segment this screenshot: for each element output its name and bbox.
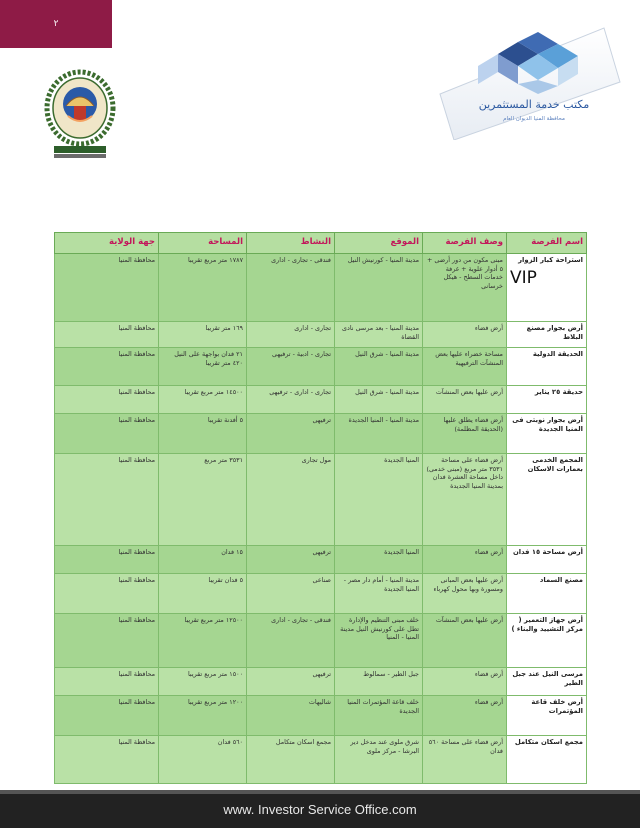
cell-area: ١٥٠٠ متر مربع تقريبا	[159, 668, 247, 696]
cell-activity: فندقى - تجارى - ادارى	[247, 614, 335, 668]
cell-authority: محافظة المنيا	[55, 322, 159, 348]
cell-area: ١٢٥٠٠ متر مربع تقريبا	[159, 614, 247, 668]
cell-authority: محافظة المنيا	[55, 254, 159, 322]
column-header-description: وصف الفرصة	[423, 233, 507, 254]
cell-location: مدينة المنيا - أمام دار مصر - المنيا الجديدة	[335, 574, 423, 614]
table-row	[55, 322, 587, 348]
cell-location: جبل الطير - سمالوط	[335, 668, 423, 696]
table-header-row	[55, 233, 587, 254]
cell-area: ٥ أفدنة تقريبا	[159, 414, 247, 454]
cell-activity: ترفيهى	[247, 668, 335, 696]
cell-name	[507, 254, 587, 322]
cell-description: أرض فضاء يطلق عليها (الحديقة المظلمة)	[423, 414, 507, 454]
cell-description: مساحة خضراء عليها بعض المنشآت الترفيهية	[423, 348, 507, 386]
column-header-name: اسم الفرصة	[507, 233, 587, 254]
column-header-authority: جهة الولاية	[55, 233, 159, 254]
cell-activity: مول تجارى	[247, 454, 335, 546]
cell-description: أرض فضاء على مساحة ٣٥٣١ متر مربع (مبنى خدمى) داخل مساحة العشرة فدان بمدينة المنيا الجديدة	[423, 454, 507, 546]
table-row	[55, 668, 587, 696]
cell-authority: محافظة المنيا	[55, 696, 159, 736]
cell-name: أرض بجوار نوبتى فى المنيا الجديدة	[507, 414, 587, 454]
table-row	[55, 614, 587, 668]
table-row	[55, 574, 587, 614]
cell-authority: محافظة المنيا	[55, 386, 159, 414]
cell-location: المنيا الجديدة	[335, 546, 423, 574]
cell-name-text: استراحة كبار الزوار	[518, 256, 583, 264]
governorate-emblem-icon	[44, 66, 116, 160]
cell-activity: تجارى - ادارى - ترفيهى	[247, 386, 335, 414]
cell-authority: محافظة المنيا	[55, 736, 159, 784]
cell-location: خلف قاعة المؤتمرات المنيا الجديدة	[335, 696, 423, 736]
cell-name: حديقة ٢٥ يناير	[507, 386, 587, 414]
table-row	[55, 454, 587, 546]
investor-office-logo-icon	[434, 24, 624, 140]
cell-name: مصنع السماد	[507, 574, 587, 614]
cell-authority: محافظة المنيا	[55, 668, 159, 696]
cell-name: أرض جهاز التعمير ( مركز التشييد والبناء )	[507, 614, 587, 668]
cell-location: مدينة المنيا - شرق النيل	[335, 386, 423, 414]
cell-activity: شاليهات	[247, 696, 335, 736]
cell-area: ١٢٠٠ متر مربع تقريبا	[159, 696, 247, 736]
cell-location: مدينة المنيا - شرق النيل	[335, 348, 423, 386]
column-header-activity: النشاط	[247, 233, 335, 254]
cell-activity: فندقى - تجارى - ادارى	[247, 254, 335, 322]
cell-area: ٥ فدان تقريبا	[159, 574, 247, 614]
cell-area: ١٦٩ متر تقريبا	[159, 322, 247, 348]
cell-activity: ترفيهى	[247, 546, 335, 574]
footer-bar	[0, 790, 640, 828]
cell-description: أرض فضاء	[423, 696, 507, 736]
cell-authority: محافظة المنيا	[55, 348, 159, 386]
table-row	[55, 696, 587, 736]
cell-authority: محافظة المنيا	[55, 614, 159, 668]
cell-area: ١٥ فدان	[159, 546, 247, 574]
cell-name: مجمع اسكان متكامل	[507, 736, 587, 784]
cell-location: مدينة المنيا - بعد مرسى نادى القضاة	[335, 322, 423, 348]
cell-area: ٥٦٠ فدان	[159, 736, 247, 784]
table-row	[55, 254, 587, 322]
cell-location: مدينة المنيا - المنيا الجديدة	[335, 414, 423, 454]
cell-name: أرض خلف قاعة المؤتمرات	[507, 696, 587, 736]
cell-authority: محافظة المنيا	[55, 574, 159, 614]
table-row	[55, 736, 587, 784]
cell-description: أرض فضاء على مساحة ٥٦٠ فدان	[423, 736, 507, 784]
cell-activity: صناعى	[247, 574, 335, 614]
cell-area: ١٧٨٧ متر مربع تقريبا	[159, 254, 247, 322]
cell-description: أرض عليها بعض المبانى ومسورة وبها محول كهرباء	[423, 574, 507, 614]
cell-authority: محافظة المنيا	[55, 454, 159, 546]
cell-name: أرض بجوار مصنع البلاط	[507, 322, 587, 348]
cell-location: شرق ملوى عند مدخل دير البرشا - مركز ملوى	[335, 736, 423, 784]
cell-name: الحديقة الدولية	[507, 348, 587, 386]
page-number-tab	[0, 0, 112, 48]
cell-area: ١٤٥٠٠ متر مربع تقريبا	[159, 386, 247, 414]
cell-activity: ترفيهى	[247, 414, 335, 454]
opportunities-table	[54, 232, 587, 784]
column-header-area: المساحة	[159, 233, 247, 254]
cell-description: أرض فضاء	[423, 322, 507, 348]
logo-subtitle: محافظة المنيا الديوان العام	[503, 116, 565, 122]
page-number: ٢	[53, 19, 59, 29]
cell-activity: تجارى - ادبية - ترفيهى	[247, 348, 335, 386]
cell-location: خلف مبنى التنظيم والإدارة تطل على كورنيش النيل مدينة المنيا - المنيا	[335, 614, 423, 668]
cell-name-extra: VIP	[510, 268, 537, 289]
table-row	[55, 546, 587, 574]
logo-title: مكتب خدمة المستثمرين	[478, 98, 590, 111]
cell-description: مبنى مكون من دور أرضى + ٥ أدوار علوية + غرفة خدمات السطح - هيكل خرسانى	[423, 254, 507, 322]
table-row	[55, 348, 587, 386]
cell-area: ٢١ فدان بواجهة على النيل ٤٢٠ متر تقريبا	[159, 348, 247, 386]
cell-activity: مجمع اسكان متكامل	[247, 736, 335, 784]
column-header-location: الموقع	[335, 233, 423, 254]
cell-description: أرض فضاء	[423, 668, 507, 696]
cell-name: مرسى النيل عند جبل الطير	[507, 668, 587, 696]
cell-location: مدينة المنيا - كورنيش النيل	[335, 254, 423, 322]
footer-website-link[interactable]: www. Investor Service Office.com	[223, 801, 417, 817]
cell-location: المنيا الجديدة	[335, 454, 423, 546]
cell-description: أرض فضاء	[423, 546, 507, 574]
cell-authority: محافظة المنيا	[55, 546, 159, 574]
cell-area: ٣٥٣١ متر مربع	[159, 454, 247, 546]
cell-name: المجمع الخدمى بعمارات الاسكان	[507, 454, 587, 546]
table-row	[55, 386, 587, 414]
cell-description: أرض عليها بعض المنشآت	[423, 386, 507, 414]
cell-activity: تجارى - ادارى	[247, 322, 335, 348]
cell-name: أرض مساحة ١٥ فدان	[507, 546, 587, 574]
cell-description: أرض عليها بعض المنشآت	[423, 614, 507, 668]
table-row	[55, 414, 587, 454]
cell-authority: محافظة المنيا	[55, 414, 159, 454]
